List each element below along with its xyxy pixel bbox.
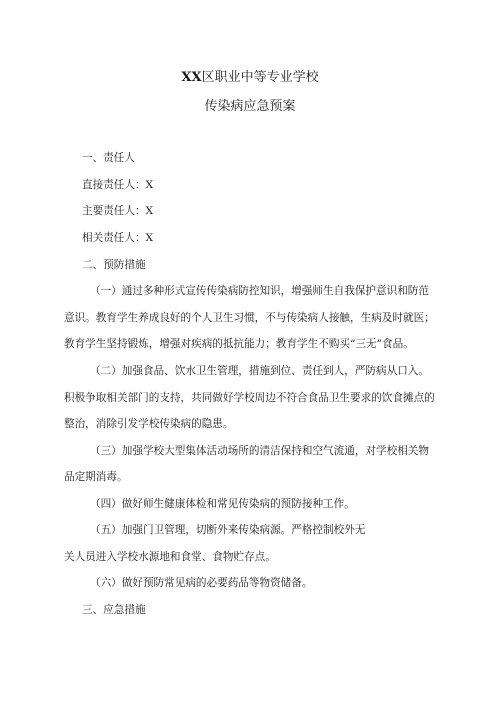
paragraph-2-line-3: 整治，消除引发学校传染病的隐患。 [64,418,234,430]
paragraph-2-line-2: 积极争取相关部门的支持，共同做好学校周边不符合食品卫生要求的饮食摊点的 [64,392,435,404]
section-3-heading: 三、应急措施 [82,604,146,616]
paragraph-5-line-2: 关人员进入学校水源地和食堂、食物贮存点。 [64,551,276,563]
related-responsible-person: 相关责任人：X [82,232,154,244]
paragraph-5-line-1: （五）加强门卫管理，切断外来传染病源。严格控制校外无 [90,524,366,536]
paragraph-1-line-2: 意识。教育学生养成良好的个人卫生习惯，不与传染病人接触，生病及时就医； [64,312,435,324]
title-school-code: XX [181,70,202,85]
section-1-heading: 一、责任人 [82,152,135,164]
document-subtitle: 传染病应急预案 [204,99,296,114]
paragraph-3-line-2: 品定期消毒。 [64,471,128,483]
title-school-name: 区职业中等专业学校 [201,70,319,85]
paragraph-4: （四）做好师生健康体检和常见传染病的预防接种工作。 [90,498,355,510]
section-2-heading: 二、预防措施 [82,259,146,271]
main-responsible-person: 主要责任人：X [82,205,154,217]
document-title [0,70,500,86]
paragraph-2-line-1: （二）加强食品、饮水卫生管理，措施到位、责任到人，严防病从口入。 [90,365,429,377]
paragraph-3-line-1: （三）加强学校大型集体活动场所的清洁保持和空气流通，对学校相关物 [90,445,429,457]
paragraph-1-line-3: 教育学生坚持锻炼，增强对疾病的抵抗能力；教育学生不购买“三无”食品。 [64,338,414,350]
direct-responsible-person: 直接责任人：X [82,179,154,191]
paragraph-1-line-1: （一）通过多种形式宣传传染病防控知识，增强师生自我保护意识和防范 [90,285,429,297]
paragraph-6: （六）做好预防常见病的必要药品等物资储备。 [90,577,313,589]
